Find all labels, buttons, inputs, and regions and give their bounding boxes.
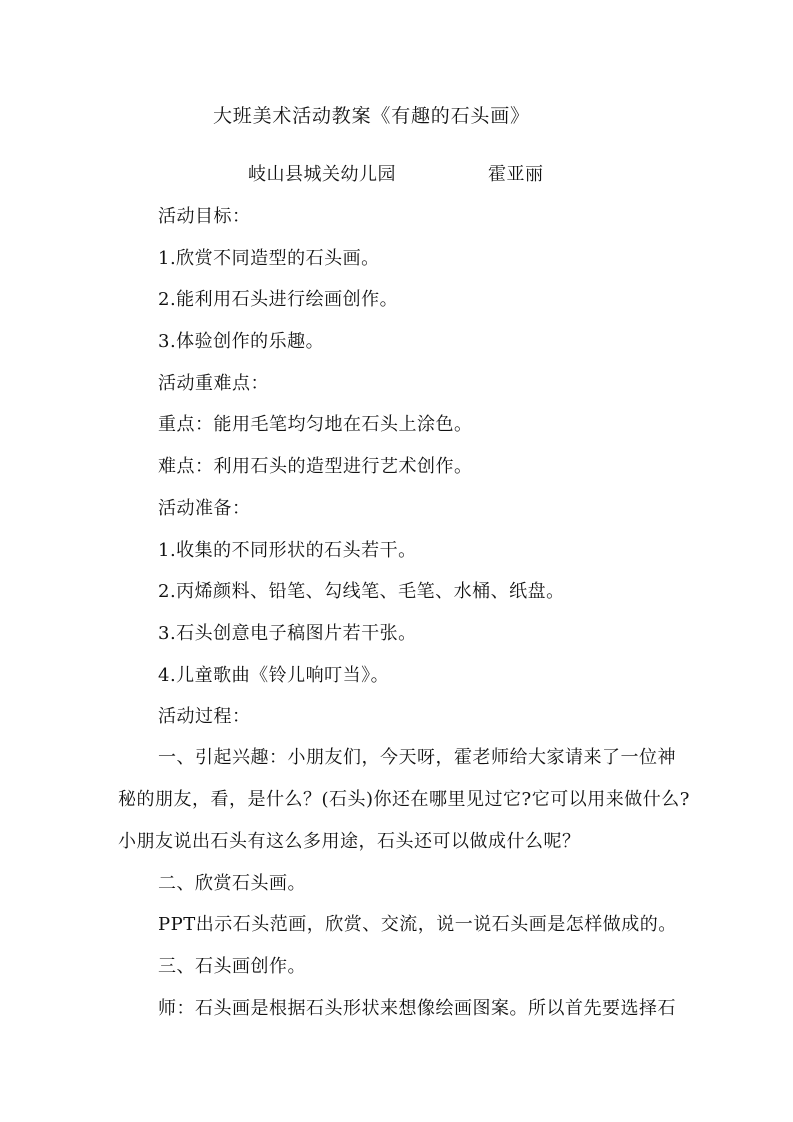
goal-item-2: 2.能利用石头进行绘画创作。 <box>158 289 399 310</box>
section-heading-key-points: 活动重难点： <box>158 373 269 394</box>
process-paragraph-line-1: 一、引起兴趣：小朋友们，今天呀，霍老师给大家请来了一位神 <box>158 747 676 768</box>
process-step-3-text: 师：石头画是根据石头形状来想像绘画图案。所以首先要选择石 <box>158 998 676 1019</box>
author-name: 霍亚丽 <box>488 164 544 185</box>
section-heading-process: 活动过程： <box>158 706 251 727</box>
key-point-difficulty: 难点：利用石头的造型进行艺术创作。 <box>158 456 473 477</box>
goal-item-1: 1.欣赏不同造型的石头画。 <box>158 248 380 269</box>
section-heading-goals: 活动目标： <box>158 206 251 227</box>
goal-item-3: 3.体验创作的乐趣。 <box>158 331 325 352</box>
preparation-item-2: 2.丙烯颜料、铅笔、勾线笔、毛笔、水桶、纸盘。 <box>158 581 565 602</box>
process-step-2-heading: 二、欣赏石头画。 <box>158 873 306 894</box>
preparation-item-1: 1.收集的不同形状的石头若干。 <box>158 540 417 561</box>
document-title: 大班美术活动教案《有趣的石头画》 <box>213 105 530 127</box>
section-heading-preparation: 活动准备： <box>158 498 251 519</box>
preparation-item-3: 3.石头创意电子稿图片若干张。 <box>158 623 417 644</box>
process-paragraph-line-3: 小朋友说出石头有这么多用途，石头还可以做成什么呢？ <box>118 831 581 852</box>
process-paragraph-line-2: 秘的朋友，看，是什么？(石头)你还在哪里见过它?它可以用来做什么? <box>118 789 690 810</box>
process-step-2-text: PPT出示石头范画，欣赏、交流，说一说石头画是怎样做成的。 <box>158 914 677 935</box>
preparation-item-4: 4.儿童歌曲《铃儿响叮当》。 <box>158 665 390 686</box>
key-point-focus: 重点：能用毛笔均匀地在石头上涂色。 <box>158 414 473 435</box>
author-school: 岐山县城关幼儿园 <box>248 164 396 185</box>
process-step-3-heading: 三、石头画创作。 <box>158 956 306 977</box>
